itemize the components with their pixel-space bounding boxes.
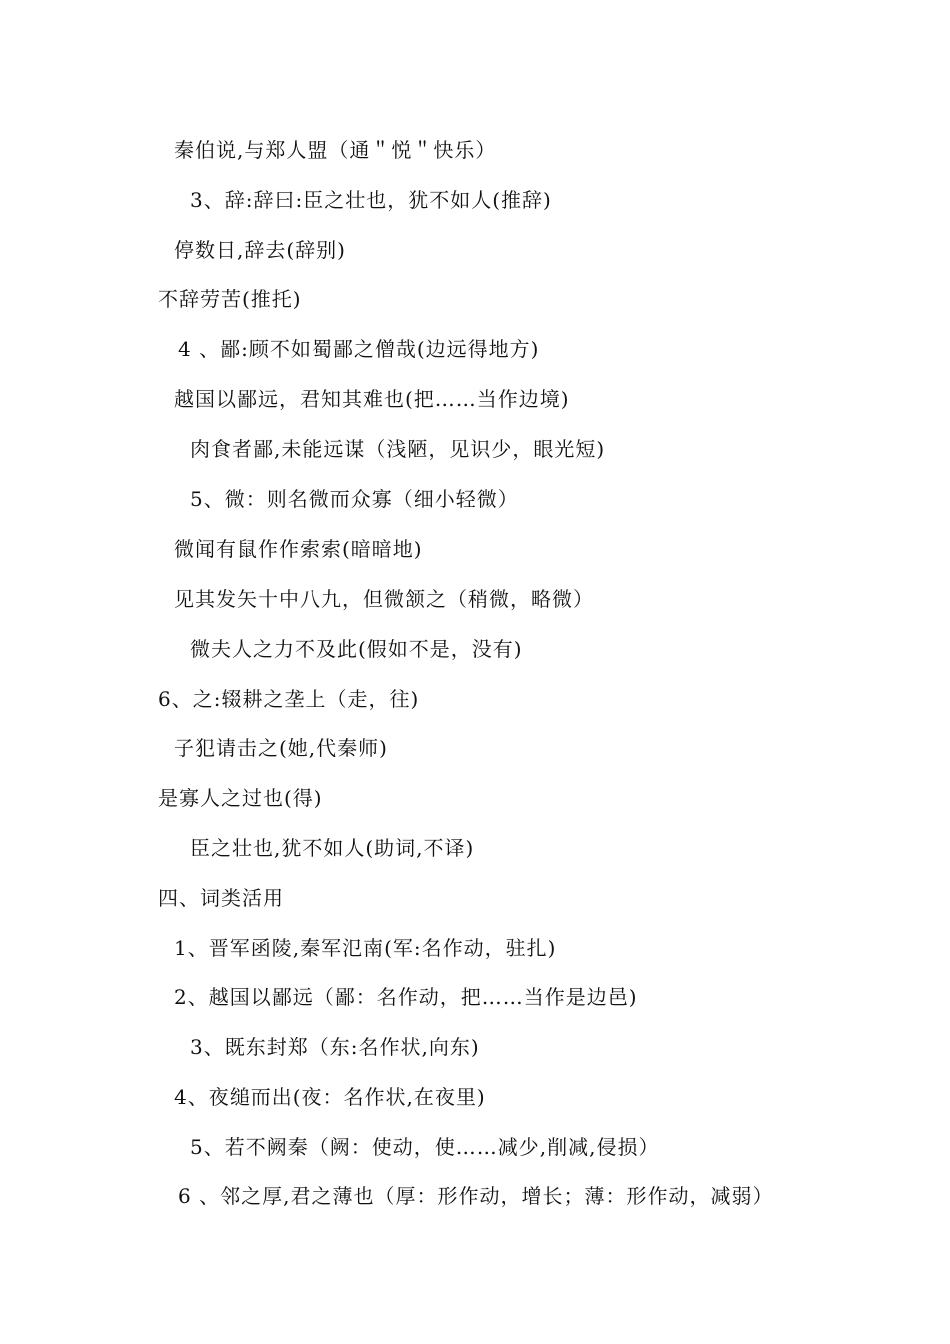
text-line-13: 子犯请击之(她,代秦师) (174, 736, 388, 760)
text-line-11: 微夫人之力不及此(假如不是，没有) (190, 637, 523, 661)
text-line-6: 越国以鄙远，君知其难也(把……当作边境) (174, 387, 570, 411)
text-line-3: 停数日,辞去(辞别) (174, 238, 346, 262)
text-line-8: 5、微：则名微而众寡（细小轻微） (190, 487, 519, 511)
text-line-9: 微闻有鼠作作索索(暗暗地) (174, 537, 423, 561)
text-line-18: 2、越国以鄙远（鄙：名作动，把……当作是边邑) (174, 985, 638, 1009)
text-line-2: 3、辞:辞曰:臣之壮也，犹不如人(推辞) (190, 188, 552, 212)
text-line-17: 1、晋军函陵,秦军氾南(军:名作动，驻扎) (174, 936, 557, 960)
text-line-7: 肉食者鄙,未能远谋（浅陋，见识少，眼光短) (190, 437, 606, 461)
text-line-4: 不辞劳苦(推托) (158, 287, 302, 311)
text-line-21: 5、若不阙秦（阙：使动，使……减少,削减,侵损） (190, 1135, 660, 1159)
text-line-12: 6、之:辍耕之垄上（走，往) (158, 687, 420, 711)
text-line-20: 4、夜缒而出(夜：名作状,在夜里) (174, 1085, 486, 1109)
section-heading: 四、词类活用 (158, 886, 284, 910)
text-line-19: 3、既东封郑（东:名作状,向东) (190, 1035, 480, 1059)
text-line-10: 见其发矢十中八九，但微颔之（稍微，略微） (174, 587, 594, 611)
text-line-1: 秦伯说,与郑人盟（通＂悦＂快乐） (174, 138, 497, 162)
text-line-14: 是寡人之过也(得) (158, 786, 323, 810)
text-line-5: 4 、鄙:顾不如蜀鄙之僧哉(边远得地方) (178, 337, 540, 361)
text-line-22: 6 、邻之厚,君之薄也（厚：形作动，增长；薄：形作动，减弱） (178, 1184, 774, 1208)
text-line-15: 臣之壮也,犹不如人(助词,不译) (190, 836, 475, 860)
